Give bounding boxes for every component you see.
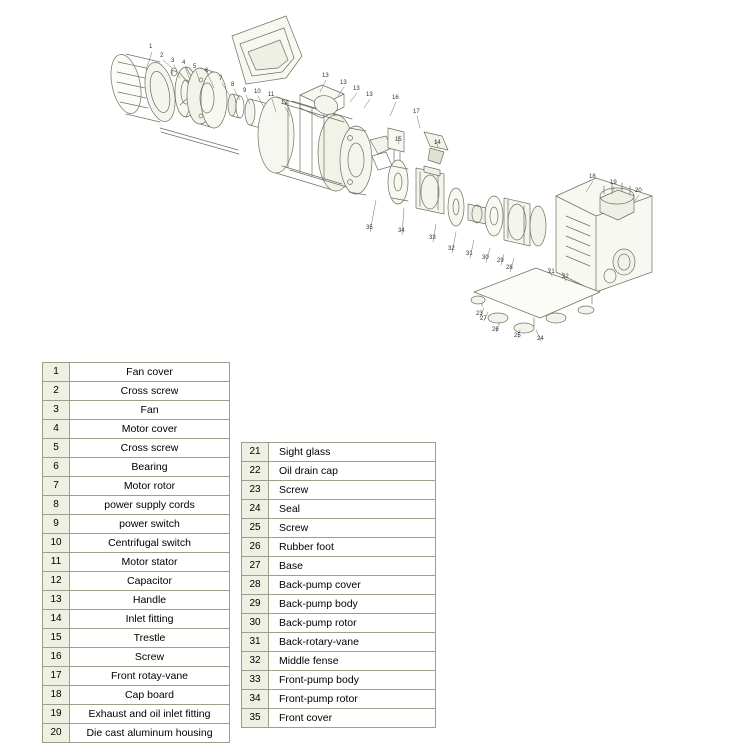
part-number-cell: 24 [242,500,269,519]
part-fan-cover [106,52,180,125]
table-row [242,709,436,728]
table-row [43,515,230,534]
svg-text:30: 30 [482,255,489,261]
svg-text:32: 32 [448,246,455,252]
part-number-cell: 27 [242,557,269,576]
part-name-cell: Back-pump body [269,595,436,614]
svg-text:15: 15 [395,137,402,143]
svg-text:33: 33 [429,235,436,241]
svg-text:1: 1 [149,44,153,50]
part-number-cell: 3 [43,401,70,420]
svg-text:34: 34 [398,228,405,234]
svg-text:13: 13 [340,80,347,86]
part-number-cell: 21 [242,443,269,462]
part-inlet-fitting [424,132,448,164]
part-number-cell: 5 [43,439,70,458]
svg-text:28: 28 [506,265,513,271]
table-row [43,705,230,724]
svg-text:12: 12 [281,100,288,106]
part-name-cell: Bearing [70,458,230,477]
part-name-cell: Cross screw [70,439,230,458]
svg-text:6: 6 [205,68,209,74]
part-number-cell: 22 [242,462,269,481]
part-number-cell: 9 [43,515,70,534]
svg-text:17: 17 [413,109,420,115]
svg-text:24: 24 [537,336,544,342]
part-name-cell: Front cover [269,709,436,728]
part-aluminum-housing [556,178,652,292]
part-name-cell: Back-pump cover [269,576,436,595]
table-row [242,614,436,633]
svg-text:29: 29 [497,258,504,264]
part-number-cell: 20 [43,724,70,743]
part-number-cell: 23 [242,481,269,500]
svg-text:13: 13 [322,73,329,79]
part-number-cell: 11 [43,553,70,572]
svg-text:22: 22 [562,274,569,280]
table-row [43,477,230,496]
part-name-cell: Back-pump rotor [269,614,436,633]
table-row [43,610,230,629]
table-row [43,572,230,591]
part-name-cell: Base [269,557,436,576]
table-row [43,363,230,382]
part-name-cell: Motor stator [70,553,230,572]
part-handle [232,16,302,84]
part-name-cell: Screw [269,481,436,500]
svg-text:13: 13 [353,86,360,92]
table-row [43,724,230,743]
part-number-cell: 14 [43,610,70,629]
svg-text:5: 5 [193,64,197,70]
svg-text:2: 2 [160,53,164,59]
part-front-cover [340,126,392,195]
part-number-cell: 16 [43,648,70,667]
parts-table-left [42,362,230,743]
part-number-cell: 6 [43,458,70,477]
table-row [242,576,436,595]
svg-text:20: 20 [635,188,642,194]
part-name-cell: power supply cords [70,496,230,515]
table-row [242,557,436,576]
svg-text:8: 8 [231,82,235,88]
part-name-cell: Cross screw [70,382,230,401]
svg-text:35: 35 [366,225,373,231]
table-row [242,690,436,709]
part-name-cell: Trestle [70,629,230,648]
part-capacitor [300,85,344,118]
table-row [43,667,230,686]
table-row [43,629,230,648]
part-name-cell: Exhaust and oil inlet fitting [70,705,230,724]
svg-text:18: 18 [589,174,596,180]
part-name-cell: Die cast aluminum housing [70,724,230,743]
table-row [43,401,230,420]
part-number-cell: 15 [43,629,70,648]
part-number-cell: 19 [43,705,70,724]
table-row [242,443,436,462]
part-back-pump-body [504,198,546,246]
part-name-cell: Fan cover [70,363,230,382]
svg-text:19: 19 [610,180,617,186]
part-number-cell: 28 [242,576,269,595]
part-bearing [228,94,244,118]
part-number-cell: 29 [242,595,269,614]
part-number-cell: 26 [242,538,269,557]
part-number-cell: 32 [242,652,269,671]
part-middle-fense [448,188,464,226]
svg-text:31: 31 [466,251,473,257]
table-row [242,595,436,614]
part-name-cell: Front-pump body [269,671,436,690]
part-name-cell: Oil drain cap [269,462,436,481]
part-number-cell: 18 [43,686,70,705]
table-row [43,382,230,401]
part-front-pump-rotor [388,160,408,204]
svg-text:11: 11 [268,92,275,98]
table-row [242,538,436,557]
svg-text:3: 3 [171,58,175,64]
part-name-cell: Centrifugal switch [70,534,230,553]
part-number-cell: 31 [242,633,269,652]
part-number-cell: 2 [43,382,70,401]
table-row [43,686,230,705]
part-number-cell: 34 [242,690,269,709]
table-row [43,648,230,667]
table-row [43,534,230,553]
part-number-cell: 10 [43,534,70,553]
table-row [43,458,230,477]
part-name-cell: Front-pump rotor [269,690,436,709]
part-name-cell: Handle [70,591,230,610]
table-row [242,652,436,671]
parts-table-right [241,442,436,728]
part-front-pump-body [416,166,444,214]
table-row [43,591,230,610]
table-row [43,420,230,439]
table-row [242,462,436,481]
part-back-pump-rotor [468,196,503,236]
part-name-cell: Cap board [70,686,230,705]
part-name-cell: Seal [269,500,436,519]
svg-text:21: 21 [548,269,555,275]
svg-text:7: 7 [219,76,223,82]
part-name-cell: Capacitor [70,572,230,591]
part-number-cell: 35 [242,709,269,728]
table-row [242,481,436,500]
part-name-cell: Fan [70,401,230,420]
part-name-cell: Motor rotor [70,477,230,496]
part-name-cell: Middle fense [269,652,436,671]
part-number-cell: 25 [242,519,269,538]
svg-text:25: 25 [514,333,521,339]
svg-text:23: 23 [476,311,483,317]
part-name-cell: power switch [70,515,230,534]
part-number-cell: 12 [43,572,70,591]
svg-text:13: 13 [366,92,373,98]
svg-text:27: 27 [480,316,487,322]
part-name-cell: Screw [70,648,230,667]
part-name-cell: Screw [269,519,436,538]
table-row [242,500,436,519]
part-number-cell: 17 [43,667,70,686]
svg-text:14: 14 [434,140,441,146]
table-row [242,671,436,690]
part-number-cell: 33 [242,671,269,690]
part-name-cell: Inlet fitting [70,610,230,629]
part-number-cell: 7 [43,477,70,496]
part-name-cell: Back-rotary-vane [269,633,436,652]
part-number-cell: 8 [43,496,70,515]
svg-text:4: 4 [182,60,186,66]
part-name-cell: Motor cover [70,420,230,439]
svg-text:26: 26 [492,327,499,333]
part-number-cell: 4 [43,420,70,439]
svg-text:16: 16 [392,95,399,101]
exploded-diagram [0,0,751,350]
part-name-cell: Rubber foot [269,538,436,557]
parts-table-left-body [43,363,230,743]
table-row [242,519,436,538]
svg-text:9: 9 [243,88,247,94]
parts-table-right-body [242,443,436,728]
part-name-cell: Sight glass [269,443,436,462]
part-number-cell: 1 [43,363,70,382]
table-row [242,633,436,652]
table-row [43,553,230,572]
part-number-cell: 30 [242,614,269,633]
svg-text:10: 10 [254,89,261,95]
part-number-cell: 13 [43,591,70,610]
part-name-cell: Front rotay-vane [70,667,230,686]
table-row [43,439,230,458]
table-row [43,496,230,515]
